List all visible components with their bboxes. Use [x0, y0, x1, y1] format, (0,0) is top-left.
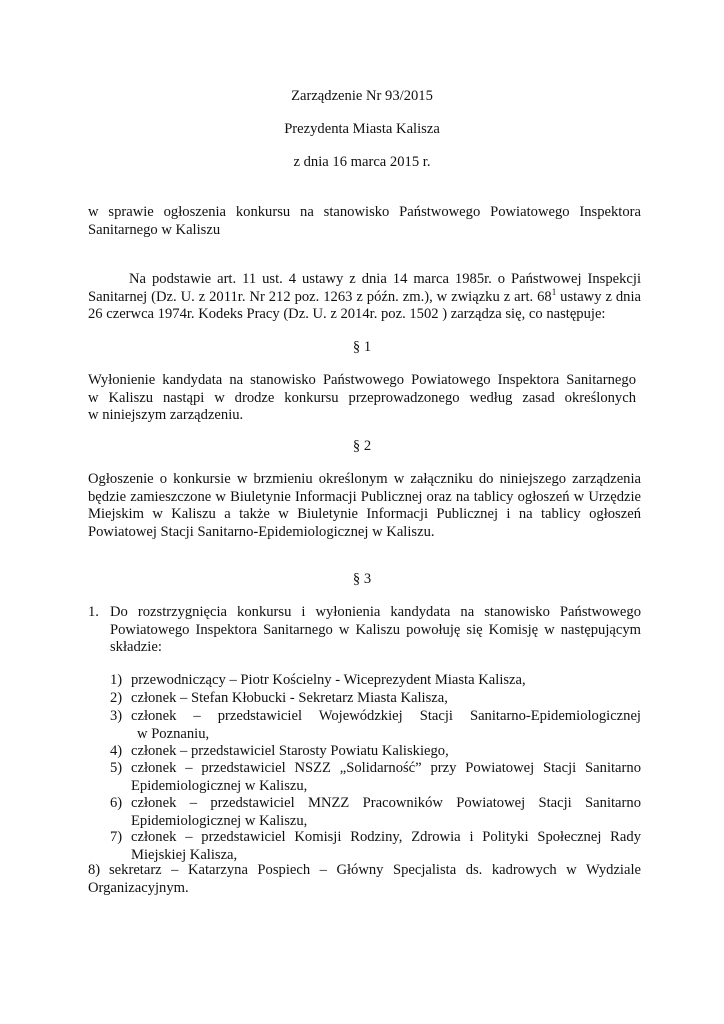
- preamble-line: Na podstawie art. 11 ust. 4 ustawy z dnia 14 marca 1985r. o Państwowej Inspekcji: [129, 271, 641, 287]
- list-item-text: [88, 862, 641, 880]
- list-item-text: [110, 743, 641, 761]
- section-3-line: składzie:: [110, 639, 162, 655]
- list-item-number: 8): [88, 862, 101, 878]
- list-item: [110, 743, 641, 761]
- list-item: [110, 708, 641, 743]
- list-item: [110, 829, 641, 864]
- section-3-line: Powiatowego Inspektora Sanitarnego w Kaliszu powołuję się Komisję w następującym: [110, 621, 641, 638]
- list-item-line: członek – przedstawiciel Komisji Rodziny, Zdrowia i Polityki Społecznej Rady: [131, 829, 641, 845]
- list-item-text: [110, 760, 641, 778]
- list-item-number: 6): [110, 795, 123, 811]
- list-item: [110, 795, 641, 830]
- preamble-paragraph: [88, 271, 641, 324]
- section-2-line: będzie zamieszczone w Biuletynie Informacji Publicznej oraz na tablicy ogłoszeń w Urzędzie: [88, 488, 641, 505]
- section-1-paragraph: [88, 372, 636, 425]
- list-item-line: Epidemiologicznej w Kaliszu,: [131, 777, 308, 794]
- list-item-line: przewodniczący – Piotr Kościelny - Wiceprezydent Miasta Kalisza,: [131, 672, 526, 688]
- list-item: [110, 690, 641, 708]
- list-item: [110, 760, 641, 795]
- section-2-title: § 2: [352, 438, 372, 454]
- superscript: 1: [551, 286, 557, 297]
- list-item-line: Organizacyjnym.: [88, 879, 189, 896]
- list-item-line: Epidemiologicznej w Kaliszu,: [131, 812, 308, 829]
- section-3-title: § 3: [352, 571, 372, 587]
- list-item-line: w Poznaniu,: [137, 725, 210, 742]
- list-item-number: 2): [110, 690, 123, 706]
- list-item-text: [110, 690, 641, 708]
- list-item-line: sekretarz – Katarzyna Pospiech – Główny Specjalista ds. kadrowych w Wydziale: [109, 862, 641, 878]
- list-item-line: członek – przedstawiciel MNZZ Pracowników Powiatowej Stacji Sanitarno: [131, 795, 641, 811]
- preamble-line: Sanitarnej (Dz. U. z 2011r. Nr 212 poz. 1263 z późn. zm.), w związku z art. $68^1$ ustawy z dnia: [88, 286, 641, 305]
- subject-line: Sanitarnego w Kaliszu: [88, 221, 221, 238]
- list-item-number: 5): [110, 760, 123, 776]
- list-item-line: Miejskiej Kalisza,: [131, 846, 238, 863]
- section-1-line: w niniejszym zarządzeniu.: [88, 407, 244, 423]
- point-number: 1.: [88, 604, 99, 620]
- document-date: z dnia 16 marca 2015 r.: [293, 154, 431, 170]
- section-2-line: Powiatowej Stacji Sanitarno-Epidemiologicznej w Kaliszu.: [88, 523, 435, 540]
- list-item-line: członek – przedstawiciel Wojewódzkiej Stacji Sanitarno-Epidemiologicznej: [131, 708, 641, 724]
- list-item-line: członek – przedstawiciel NSZZ „Solidarność” przy Powiatowej Stacji Sanitarno: [131, 760, 641, 776]
- list-item-line: członek – Stefan Kłobucki - Sekretarz Miasta Kalisza,: [131, 690, 448, 706]
- preamble-line: 26 czerwca 1974r. Kodeks Pracy (Dz. U. z 2014r. poz. 1502 ) zarządza się, co następuje:: [88, 306, 606, 322]
- list-item-number: 4): [110, 743, 123, 759]
- list-item-number: 7): [110, 829, 123, 845]
- section-1-line: Wyłonienie kandydata na stanowisko Państwowego Powiatowego Inspektora Sanitarnego: [88, 372, 636, 388]
- list-item-number: 3): [110, 708, 123, 724]
- subject-line: w sprawie ogłoszenia konkursu na stanowisko Państwowego Powiatowego Inspektora: [88, 204, 641, 220]
- list-item: [110, 672, 641, 690]
- section-1-title: § 1: [352, 339, 372, 355]
- list-item-number: 1): [110, 672, 123, 688]
- list-item-text: [110, 829, 641, 847]
- document-issuer: Prezydenta Miasta Kalisza: [284, 121, 440, 137]
- subject-paragraph: [88, 204, 641, 239]
- section-3-line: Do rozstrzygnięcia konkursu i wyłonienia kandydata na stanowisko Państwowego: [110, 604, 641, 620]
- list-item: [88, 862, 641, 897]
- section-3-point-1: [110, 604, 641, 657]
- section-2-paragraph: [88, 471, 641, 541]
- section-1-line: w Kaliszu nastąpi w drodze konkursu przeprowadzonego według zasad określonych: [88, 389, 636, 406]
- list-item-text: [110, 708, 641, 726]
- section-2-line: Ogłoszenie o konkursie w brzmieniu określonym w załączniku do niniejszego zarządzenia: [88, 471, 641, 487]
- document-title: Zarządzenie Nr 93/2015: [291, 88, 433, 104]
- section-2-line: Miejskim w Kaliszu a także w Biuletynie Informacji Publicznej i na tablicy ogłoszeń: [88, 506, 641, 522]
- list-item-text: [110, 795, 641, 813]
- list-item-line: członek – przedstawiciel Starosty Powiatu Kaliskiego,: [131, 743, 449, 759]
- list-item-text: [110, 672, 641, 690]
